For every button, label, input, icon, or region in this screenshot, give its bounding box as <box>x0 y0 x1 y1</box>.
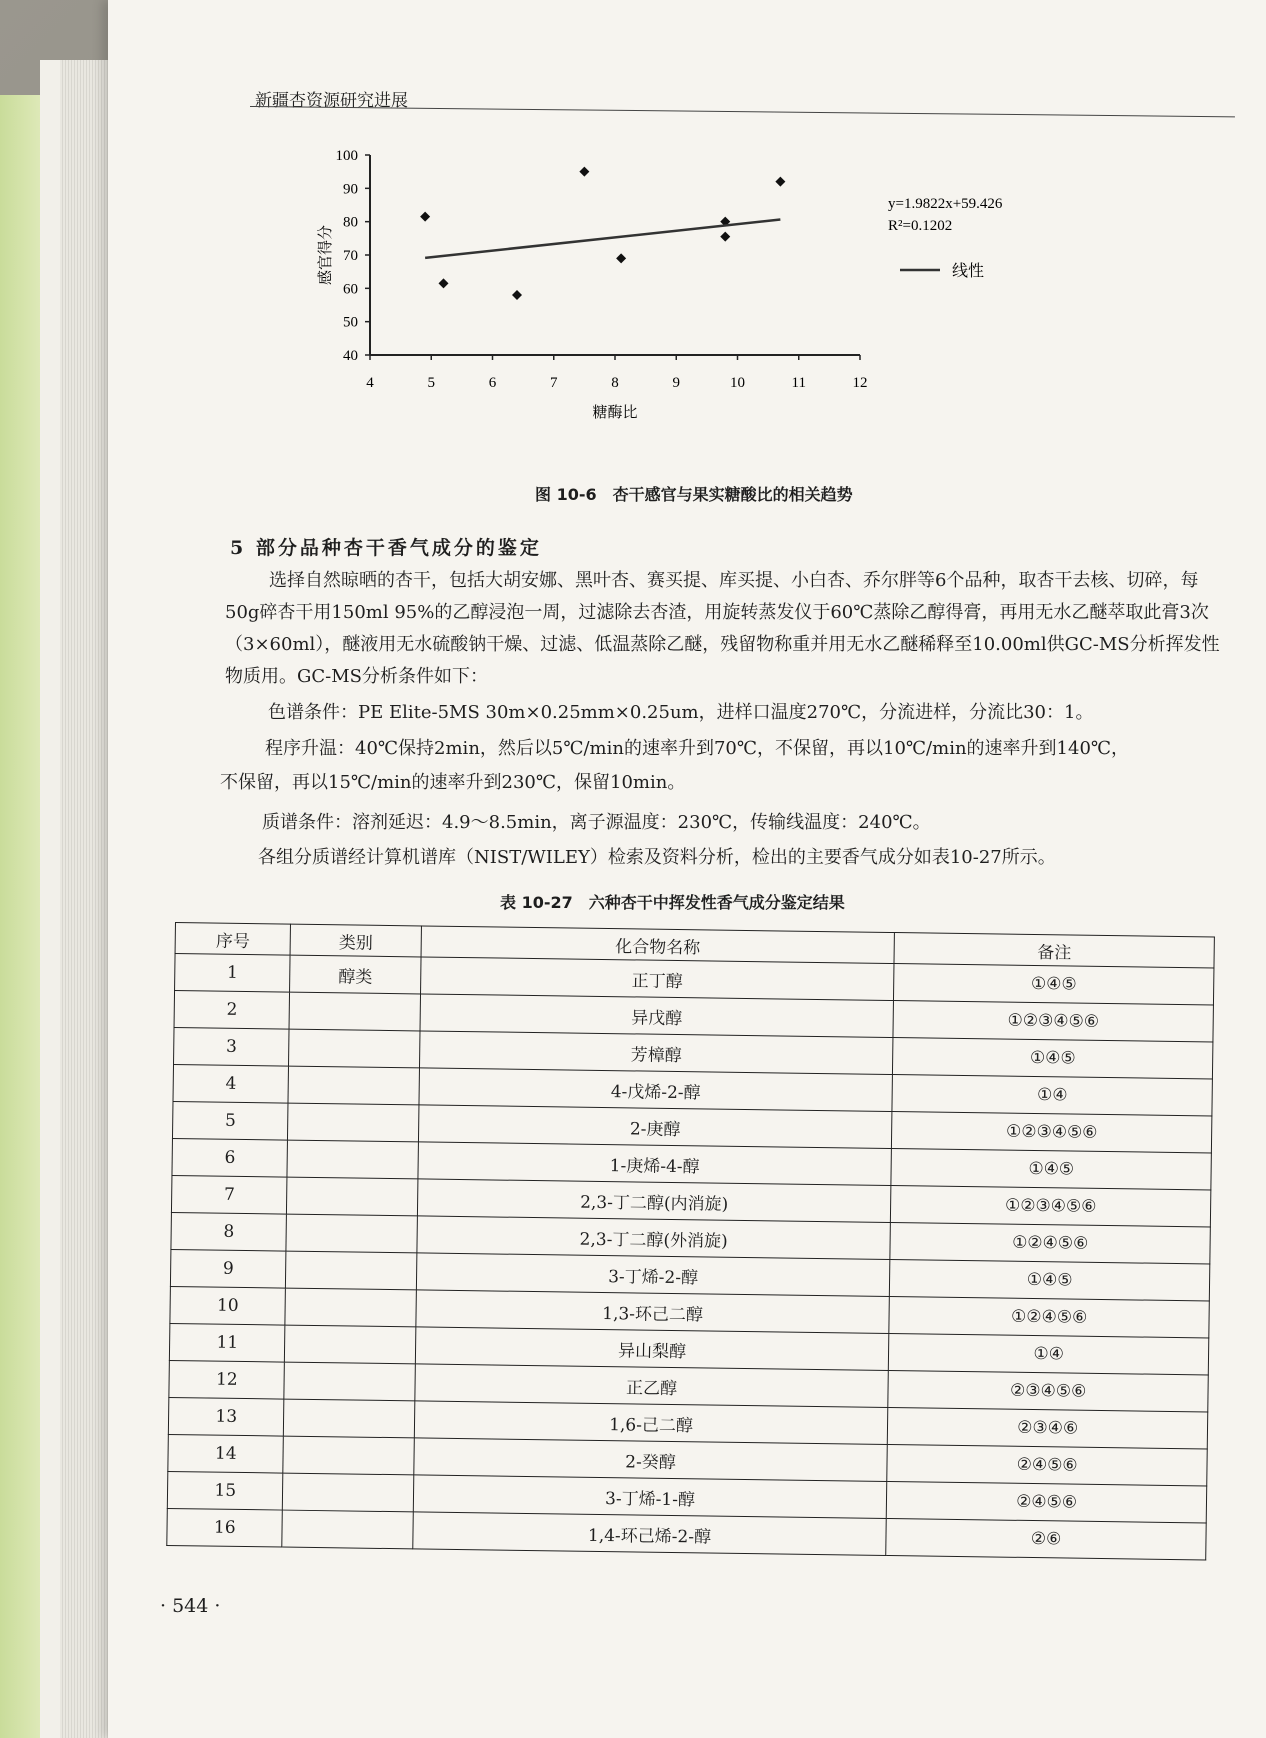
cell-compound: 正乙醇 <box>415 1364 889 1408</box>
x-tick-label: 11 <box>791 375 806 391</box>
y-tick-label: 70 <box>343 248 358 264</box>
running-header: 新疆杏资源研究进展 <box>255 91 408 111</box>
cell-category <box>286 1214 417 1253</box>
cell-index: 2 <box>174 991 290 1030</box>
cell-note: ②⑥ <box>886 1518 1206 1559</box>
x-tick-label: 4 <box>366 375 374 391</box>
x-tick-label: 6 <box>488 375 497 391</box>
x-tick-label: 7 <box>550 375 558 391</box>
r-squared: R²=0.1202 <box>888 218 953 234</box>
cell-note: ①④⑤ <box>891 1149 1211 1190</box>
cell-index: 6 <box>172 1138 288 1177</box>
x-tick-label: 10 <box>730 375 745 391</box>
data-point <box>720 232 730 242</box>
header-note: 备注 <box>894 933 1214 968</box>
cell-index: 1 <box>175 954 291 993</box>
data-point <box>512 290 522 300</box>
cell-compound: 1,3-环己二醇 <box>416 1290 890 1334</box>
cell-category <box>286 1251 417 1290</box>
cell-index: 15 <box>167 1471 283 1510</box>
legend-label: 线性 <box>952 261 985 280</box>
cell-note: ①②③④⑤⑥ <box>891 1186 1211 1227</box>
cell-note: ①④ <box>889 1334 1209 1375</box>
cell-category: 醇类 <box>290 955 421 994</box>
cell-note: ①④⑤ <box>890 1260 1210 1301</box>
cell-category <box>285 1325 416 1364</box>
cell-index: 9 <box>170 1249 286 1288</box>
cell-note: ②④⑤⑥ <box>887 1481 1207 1522</box>
cell-index: 13 <box>168 1397 284 1436</box>
cell-note: ①④⑤ <box>893 1038 1213 1079</box>
y-tick-label: 50 <box>343 314 358 331</box>
x-tick-label: 8 <box>611 375 619 391</box>
cell-category <box>282 1510 413 1549</box>
cell-compound: 1-庚烯-4-醇 <box>418 1142 892 1186</box>
y-tick-label: 100 <box>335 148 358 164</box>
compounds-table <box>166 922 1215 1560</box>
cell-index: 11 <box>169 1323 285 1362</box>
figure-caption: 图 10-6 杏干感官与果实糖酸比的相关趋势 <box>535 485 853 504</box>
regression-equation: y=1.9822x+59.426 <box>888 196 1003 212</box>
cell-compound: 2,3-丁二醇(内消旋) <box>417 1179 891 1223</box>
cell-note: ①②③④⑤⑥ <box>893 1001 1213 1042</box>
cell-compound: 4-戊烯-2-醇 <box>419 1068 893 1112</box>
cell-note: ①②③④⑤⑥ <box>892 1112 1212 1153</box>
header-index: 序号 <box>175 923 291 956</box>
cell-note: ①②④⑤⑥ <box>890 1223 1210 1264</box>
table-container <box>166 922 1215 1560</box>
cell-index: 14 <box>168 1434 284 1473</box>
temperature-program-line2: 不保留，再以15℃/min的速率升到230℃，保留10min。 <box>220 772 686 793</box>
cell-compound: 1,4-环己烯-2-醇 <box>413 1512 887 1556</box>
cell-category <box>287 1140 418 1179</box>
cell-note: ②④⑤⑥ <box>887 1444 1207 1485</box>
cell-index: 8 <box>171 1212 287 1251</box>
cell-compound: 1,6-己二醇 <box>414 1401 888 1445</box>
temperature-program-line1: 程序升温：40℃保持2min，然后以5℃/min的速率升到70℃，不保留，再以10℃/min的速率升到140℃， <box>265 738 1130 759</box>
cell-index: 3 <box>174 1027 290 1066</box>
cell-index: 10 <box>170 1286 286 1325</box>
cell-compound: 2-庚醇 <box>418 1105 892 1149</box>
cell-compound: 异戊醇 <box>420 994 894 1038</box>
x-tick-label: 5 <box>427 375 435 391</box>
cell-category <box>288 1066 419 1105</box>
data-point <box>439 278 449 288</box>
y-tick-label: 60 <box>343 281 358 298</box>
cell-compound: 3-丁烯-2-醇 <box>416 1253 890 1297</box>
cell-compound: 正丁醇 <box>420 957 894 1001</box>
y-axis-label: 感官得分 <box>316 224 334 286</box>
x-tick-label: 9 <box>672 375 680 391</box>
x-axis-label: 糖酶比 <box>592 403 638 421</box>
cell-category <box>284 1362 415 1401</box>
cell-index: 12 <box>169 1360 285 1399</box>
data-point <box>616 253 626 263</box>
cell-category <box>283 1436 414 1475</box>
cell-note: ①②④⑤⑥ <box>889 1297 1209 1338</box>
cell-compound: 3-丁烯-1-醇 <box>413 1475 887 1519</box>
cell-index: 5 <box>172 1101 288 1140</box>
library-search-text: 各组分质谱经计算机谱库（NIST/WILEY）检索及资料分析，检出的主要香气成分如表10-27所示。 <box>258 847 1056 868</box>
cell-index: 7 <box>171 1175 287 1214</box>
data-point <box>579 167 589 177</box>
cell-compound: 2,3-丁二醇(外消旋) <box>417 1216 891 1260</box>
y-tick-label: 40 <box>343 348 358 364</box>
cell-note: ②③④⑤⑥ <box>888 1371 1208 1412</box>
cell-category <box>289 1029 420 1068</box>
cell-category <box>289 992 420 1031</box>
cell-compound: 芳樟醇 <box>419 1031 893 1075</box>
cell-note: ①④⑤ <box>894 964 1214 1005</box>
cell-index: 4 <box>173 1064 289 1103</box>
page-number: · 544 · <box>160 1595 221 1617</box>
section-title: 5 部分品种杏干香气成分的鉴定 <box>230 537 542 559</box>
header-compound: 化合物名称 <box>421 926 895 964</box>
cell-category <box>285 1288 416 1327</box>
cell-category <box>283 1473 414 1512</box>
table-title: 表 10-27 六种杏干中挥发性香气成分鉴定结果 <box>500 893 845 912</box>
cell-compound: 异山梨醇 <box>415 1327 889 1371</box>
cell-compound: 2-癸醇 <box>414 1438 888 1482</box>
paragraph-method: 选择自然晾晒的杏干，包括大胡安娜、黑叶杏、赛买提、库买提、小白杏、乔尔胖等6个品种，取杏干去核、切碎，每50g碎杏干用150ml 95%的乙醇浸泡一周，过滤除去杏渣，用旋转蒸发仪于60℃蒸除乙醇得膏，再用无水乙醚萃取此膏3次（3×60ml），醚液用无水硫酸钠干燥、过滤、低温蒸除乙醚，残留物称重并用无水乙醚稀释至10.00ml供GC-MS分析挥发性物质用。GC-MS分析条件如下： <box>225 570 1220 687</box>
cell-note: ②③④⑥ <box>888 1408 1208 1449</box>
cell-category <box>284 1399 415 1438</box>
cell-category <box>287 1177 418 1216</box>
data-point <box>775 177 785 187</box>
chromatography-conditions: 色谱条件：PE Elite-5MS 30m×0.25mm×0.25um，进样口温度270℃，分流进样，分流比30：1。 <box>268 702 1094 723</box>
x-tick-label: 12 <box>852 375 868 391</box>
y-tick-label: 90 <box>343 181 358 198</box>
y-tick-label: 80 <box>343 214 358 231</box>
cell-category <box>288 1103 419 1142</box>
data-point <box>420 212 430 222</box>
header-category: 类别 <box>291 924 422 957</box>
scatter-chart <box>316 148 1020 470</box>
mass-spec-conditions: 质谱条件：溶剂延迟：4.9～8.5min，离子源温度：230℃，传输线温度：240℃。 <box>262 812 931 833</box>
cell-note: ①④ <box>892 1075 1212 1116</box>
cell-index: 16 <box>167 1508 283 1547</box>
